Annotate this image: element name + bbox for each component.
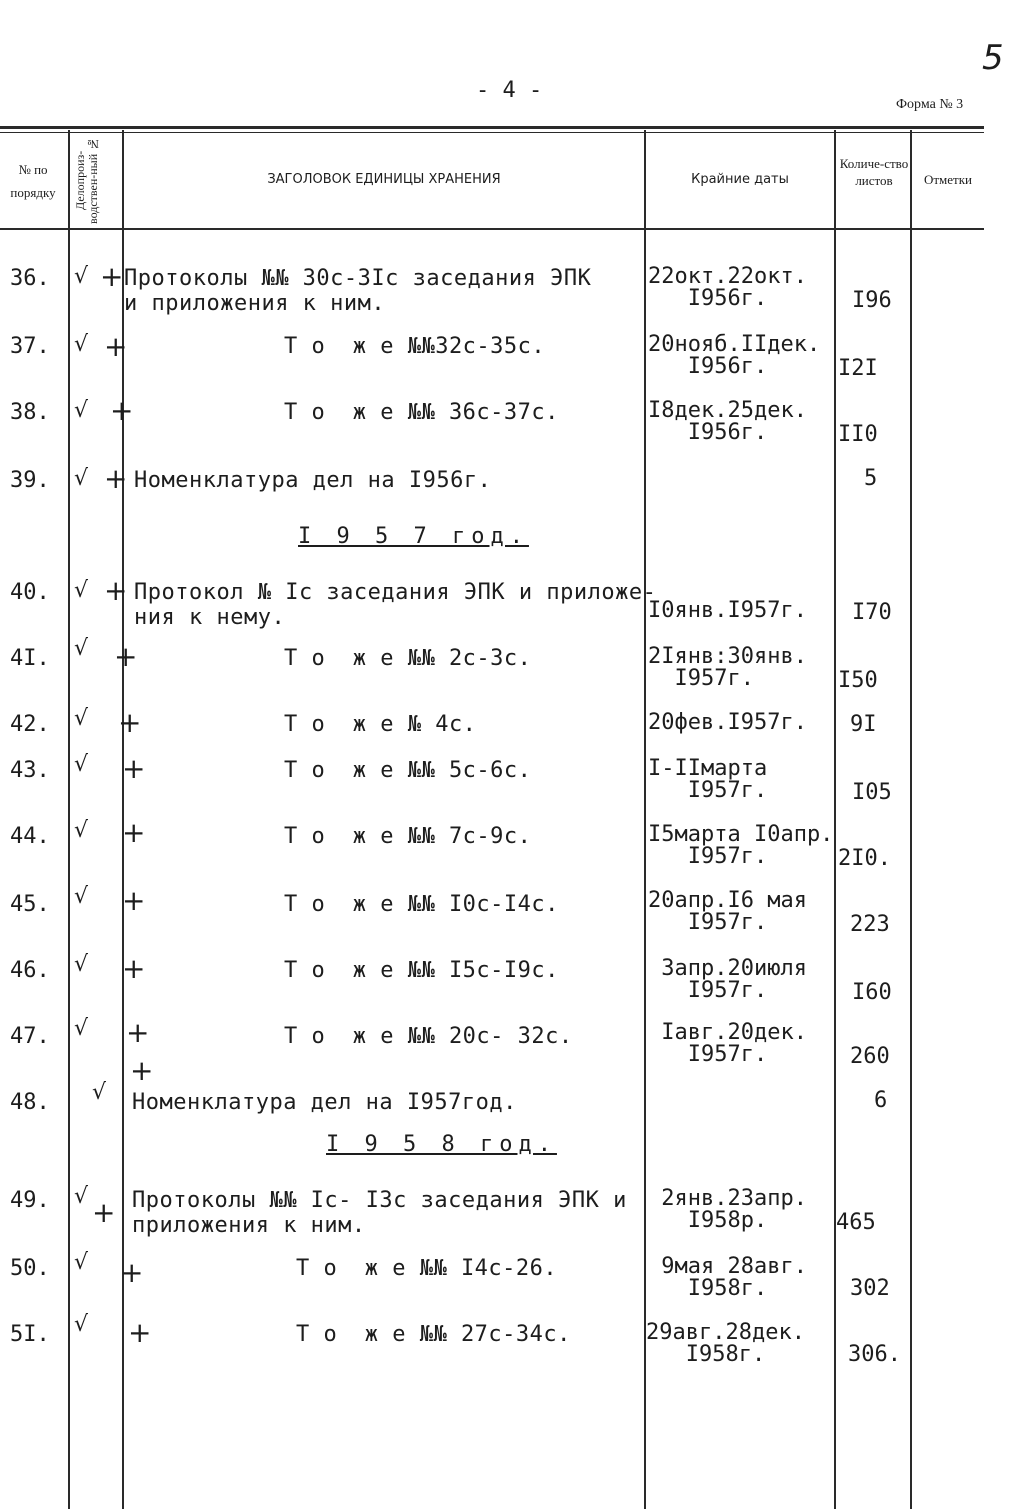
row-number: 40.: [10, 580, 50, 605]
row-number: 43.: [10, 758, 50, 783]
tick-mark: +: [104, 574, 128, 607]
row-title: Т о ж е №№ 5с-6с.: [284, 758, 532, 783]
year-header-1957: I 9 5 7 год.: [298, 524, 529, 549]
row-sheets: I70: [852, 600, 892, 625]
checkmark: √: [74, 332, 89, 357]
tick-mark: +: [114, 640, 138, 673]
row-dates: 20апр.I6 мая I957г.: [648, 888, 807, 935]
row-title: Номенклатура дел на I957год.: [132, 1090, 517, 1115]
row-dates: 29авг.28дек. I958г.: [646, 1320, 805, 1367]
row-number: 4I.: [10, 646, 50, 671]
row-title: Т о ж е №№ 7с-9с.: [284, 824, 532, 849]
column-divider-5: [910, 130, 912, 1509]
row-dates: 9мая 28авг. I958г.: [661, 1254, 807, 1301]
row-title: Т о ж е № 4с.: [284, 712, 477, 737]
checkmark: √: [74, 884, 89, 909]
page-number: - 4 -: [476, 78, 543, 103]
checkmark: √: [74, 1016, 89, 1041]
header-dates: Крайние даты: [691, 172, 789, 187]
form-label: Форма № 3: [896, 97, 964, 112]
tick-mark: +: [122, 752, 146, 785]
tick-mark: +: [122, 884, 146, 917]
row-number: 39.: [10, 468, 50, 493]
header-title: ЗАГОЛОВОК ЕДИНИЦЫ ХРАНЕНИЯ: [267, 172, 501, 187]
row-sheets: 260: [850, 1044, 890, 1069]
row-sheets: 2I0.: [838, 846, 891, 871]
tick-mark: +: [130, 1054, 154, 1087]
row-title: Т о ж е №№32с-35с.: [284, 334, 546, 359]
checkmark: √: [74, 706, 89, 731]
row-title: Т о ж е №№ 2с-3с.: [284, 646, 532, 671]
checkmark: √: [74, 818, 89, 843]
header-sheets: Количе-ство листов: [839, 156, 909, 188]
row-title: Т о ж е №№ 36с-37с.: [284, 400, 559, 425]
row-number: 47.: [10, 1024, 50, 1049]
row-sheets: II0: [838, 422, 878, 447]
row-sheets: I05: [852, 780, 892, 805]
row-number: 37.: [10, 334, 50, 359]
row-dates: 22окт.22окт. I956г.: [648, 264, 807, 311]
row-dates: I5марта I0апр. I957г.: [648, 822, 834, 869]
row-number: 48.: [10, 1090, 50, 1115]
checkmark: √: [74, 1250, 89, 1275]
column-divider-4: [834, 130, 836, 1509]
row-dates: I0янв.I957г.: [648, 598, 807, 623]
row-number: 44.: [10, 824, 50, 849]
row-dates: Iавг.20дек. I957г.: [661, 1020, 807, 1067]
corner-page-number: 5: [982, 38, 1004, 78]
checkmark: √: [74, 1312, 89, 1337]
tick-mark: +: [118, 706, 142, 739]
table-top-rule-2: [0, 132, 984, 133]
checkmark: √: [92, 1080, 107, 1105]
row-sheets: I60: [852, 980, 892, 1005]
row-title: Протокол № Iс заседания ЭПК и приложе- ния к нему.: [134, 580, 657, 630]
header-office-number: Делопроиз-водствен-ный №: [73, 136, 101, 224]
tick-mark: +: [122, 816, 146, 849]
row-number: 49.: [10, 1188, 50, 1213]
tick-mark: +: [122, 952, 146, 985]
header-notes: Отметки: [923, 172, 973, 187]
row-title: Т о ж е №№ I5с-I9с.: [284, 958, 559, 983]
checkmark: √: [74, 264, 89, 289]
row-title: Т о ж е №№ 20с- 32с.: [284, 1024, 573, 1049]
row-sheets: I50: [838, 668, 878, 693]
tick-mark: +: [120, 1256, 144, 1289]
row-sheets: 465: [836, 1210, 876, 1235]
row-dates: 2Iянв:30янв. I957г.: [648, 644, 807, 691]
tick-mark: +: [92, 1196, 116, 1229]
row-dates: I8дек.25дек. I956г.: [648, 398, 807, 445]
row-number: 5I.: [10, 1322, 50, 1347]
checkmark: √: [74, 752, 89, 777]
row-number: 38.: [10, 400, 50, 425]
row-number: 36.: [10, 266, 50, 291]
checkmark: √: [74, 398, 89, 423]
tick-mark: +: [110, 394, 134, 427]
header-bottom-rule: [0, 228, 984, 230]
row-number: 45.: [10, 892, 50, 917]
row-title: Т о ж е №№ I0с-I4с.: [284, 892, 559, 917]
row-number: 50.: [10, 1256, 50, 1281]
row-title: Т о ж е №№ 27с-34с.: [296, 1322, 571, 1347]
row-sheets: 6: [874, 1088, 888, 1113]
row-dates: 3апр.20июля I957г.: [661, 956, 807, 1003]
tick-mark: +: [100, 260, 124, 293]
checkmark: √: [74, 578, 89, 603]
row-number: 46.: [10, 958, 50, 983]
tick-mark: +: [128, 1316, 152, 1349]
row-sheets: 306.: [848, 1342, 901, 1367]
row-number: 42.: [10, 712, 50, 737]
row-title: Протоколы №№ 30с-3Iс заседания ЭПК и приложения к ним.: [124, 266, 592, 316]
tick-mark: +: [126, 1016, 150, 1049]
column-divider-1: [68, 130, 70, 1509]
checkmark: √: [74, 636, 89, 661]
row-title: Т о ж е №№ I4с-26.: [296, 1256, 558, 1281]
row-title: Протоколы №№ Iс- I3с заседания ЭПК и приложения к ним.: [132, 1188, 627, 1238]
tick-mark: +: [104, 462, 128, 495]
header-num: № по порядку: [10, 162, 56, 201]
row-sheets: 302: [850, 1276, 890, 1301]
row-sheets: 223: [850, 912, 890, 937]
row-sheets: I2I: [838, 356, 878, 381]
tick-mark: +: [104, 330, 128, 363]
checkmark: √: [74, 952, 89, 977]
row-sheets: 9I: [850, 712, 877, 737]
row-sheets: 5: [864, 466, 878, 491]
row-dates: I-IIмарта I957г.: [648, 756, 768, 803]
row-dates: 2янв.23апр. I958р.: [661, 1186, 807, 1233]
column-divider-3: [644, 130, 646, 1509]
checkmark: √: [74, 466, 89, 491]
row-sheets: I96: [852, 288, 892, 313]
year-header-1958: I 9 5 8 год.: [326, 1132, 557, 1157]
table-top-rule: [0, 126, 984, 129]
row-title: Номенклатура дел на I956г.: [134, 468, 492, 493]
row-dates: 20нояб.IIдек. I956г.: [648, 332, 821, 379]
checkmark: √: [74, 1184, 89, 1209]
row-dates: 20фев.I957г.: [648, 710, 807, 735]
